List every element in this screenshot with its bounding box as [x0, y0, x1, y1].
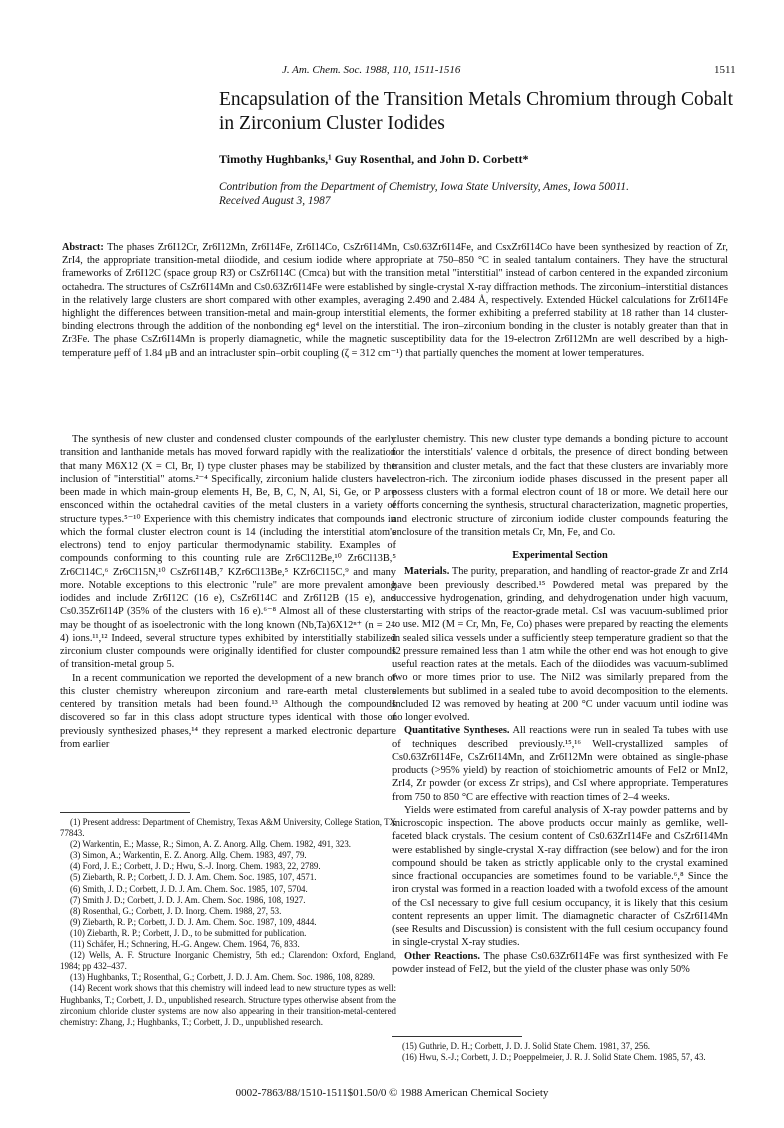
footnote: (10) Ziebarth, R. P.; Corbett, J. D., to be submitted for publication.: [70, 927, 307, 938]
paragraph-text: The phase Cs0.63Zr6I14Fe was first synthesized with Fe powder instead of FeI2, but the yield of the cluster phase was only 50%: [392, 950, 729, 975]
footnote: (1) Present address: Department of Chemistry, Texas A&M University, College Station, TX 77843.: [60, 817, 396, 839]
run-in-heading: Other Reactions.: [404, 950, 480, 962]
footnote: (7) Smith J. D.; Corbett, J. D. J. Am. Chem. Soc. 1986, 108, 1927.: [70, 894, 306, 905]
section-heading: Experimental Section: [512, 550, 608, 561]
page-footer: 0002-7863/88/1510-1511$01.50/0 © 1988 American Chemical Society: [235, 1087, 549, 1099]
run-in-heading: Quantitative Syntheses.: [404, 725, 510, 737]
footnote-rule-right: [392, 1036, 522, 1037]
footnote: (3) Simon, A.; Warkentin, E. Z. Anorg. Allg. Chem. 1983, 497, 79.: [70, 850, 307, 861]
body-paragraph: In a recent communication we reported the development of a new branch of this cluster chemistry whereupon zirconium and rare-earth metal clusters centered by transition metals had been found.¹³ Although the compounds discovered so far in this class adopt structure types identical with those of previously synthesized phases,¹⁴ they represent a marked electronic departure from earlier: [60, 672, 396, 750]
footnote-rule-left: [60, 812, 190, 813]
affiliation-block: [219, 180, 739, 208]
body-paragraph: The synthesis of new cluster and condensed cluster compounds of the early transition and lanthanide metals has moved forward rapidly with the realization that many M6X12 (X = Cl, Br, I) type cluster phases may be stabilized by the inclusion of "interstitial" atoms.²⁻⁴ Specifically, zirconium halide clusters have been made in which main-group elements H, Be, B, C, N, Al, Si, Ge, or P are ensconced within the octahedral cavities of the metal clusters in a variety of structure types.⁵⁻¹⁰ Experience with this chemistry indicates that compounds in which the formal cluster electron count is 14 (including the interstitial atom's electrons) tend to enjoy particular thermodynamic stability. Examples of compounds conforming to this counting rule are Zr6Cl12Be,¹⁰ Zr6Cl13B,⁵ Zr6Cl14C,⁶ Zr6Cl15N,¹⁰ CsZr6I14B,⁷ KZr6Cl13Be,⁵ KZr6Cl15C,⁹ and many more. Notable exceptions to this electronic "rule" are more prevalent among iodides and include Zr6I12C (16 e), CsZr6I14C and Zr6I12B (15 e), and Cs0.35Zr6I14P (35% of the clusters with 16 e).⁶⁻⁸ Almost all of these clusters may be thought of as isoelectronic with the long known (Nb,Ta)6X12ⁿ⁺ (n = 2–4) ions.¹¹,¹² Indeed, several structure types exhibited by interstitially stabilized zirconium cluster compounds were originally identified for cluster compounds of transition-metal group 5.: [60, 434, 396, 671]
footnote: (12) Wells, A. F. Structure Inorganic Chemistry, 5th ed.; Clarendon: Oxford, England, 1984; pp 432–437.: [60, 950, 396, 972]
paragraph-text: All reactions were run in sealed Ta tubes with use of techniques described previously.¹⁵,¹⁶ Well-crystallized samples of Cs0.63Zr6I14Fe, CsZr6I14Mn, and Zr6I12Mn were obtained as single-phase products (>95% yield) by reaction of stoichiometric amounts of FeI2 or MnI2, ZrI4, Zr powder (or excess Zr strips), and CsI where appropriate. Temperatures from 750 to 850 °C are effective with reaction times of 2–4 weeks.: [392, 725, 728, 803]
footnotes-left: [60, 817, 396, 1028]
run-in-heading: Materials.: [404, 566, 450, 578]
footnote: (11) Schäfer, H.; Schnering, H.-G. Angew. Chem. 1964, 76, 833.: [70, 939, 300, 950]
footnote: (5) Ziebarth, R. P.; Corbett, J. D. J. Am. Chem. Soc. 1985, 107, 4571.: [70, 872, 317, 883]
abstract-label: Abstract:: [62, 242, 104, 253]
author-list: Timothy Hughbanks,¹ Guy Rosenthal, and John D. Corbett*: [219, 152, 529, 166]
footnote: (9) Ziebarth, R. P.; Corbett, J. D. J. Am. Chem. Soc. 1987, 109, 4844.: [70, 916, 317, 927]
footnote: (14) Recent work shows that this chemistry will indeed lead to new structure types as well: Hughbanks, T.; Corbett, J. D., unpublished research. Structure types otherwise absent from the zirconium chloride cluster systems are now also appearing in their transition-metal-centered chemistry: Zhang, J.; Hughbanks, T.; Corbett, J. D., unpublished research.: [60, 983, 396, 1027]
footnote: (4) Ford, J. E.; Corbett, J. D.; Hwu, S.-J. Inorg. Chem. 1983, 22, 2789.: [70, 861, 321, 872]
left-column: [60, 433, 396, 751]
syntheses-paragraph: [392, 724, 728, 804]
received-date: Received August 3, 1987: [219, 195, 331, 207]
journal-citation: J. Am. Chem. Soc. 1988, 110, 1511-1516: [282, 64, 461, 76]
footnote: (15) Guthrie, D. H.; Corbett, J. D. J. Solid State Chem. 1981, 37, 256.: [402, 1041, 650, 1051]
body-paragraph: Yields were estimated from careful analysis of X-ray powder patterns and by microscopic inspection. The above products occur mainly as gemlike, well-faceted black crystals. The cesium content of Cs0.63ZrI14Fe and CsZr6I14Mn were established by single-crystal X-ray diffraction (see below) and for the iron compound should be taken as strictly applicable only to the crystal examined since fractional occupancies are sometimes found to be variable.⁶,⁸ Since the iron crystal was formed in a reaction loaded with a twofold excess of the amount of the CsI necessary to give full cesium occupancy, it is likely that this cesium content represents an upper limit. The diamagnetic character of CsZr6I14Mn (see Results and Discussion) is consistent with the full cesium occupancy found in single-crystal X-ray studies.: [392, 804, 728, 949]
footnotes-right: [392, 1041, 728, 1063]
paragraph-text: The purity, preparation, and handling of reactor-grade Zr and ZrI4 have been previously described.¹⁵ Powdered metal was prepared by the successive hydrogenation, grinding, and dehydrogenation under high vacuum, starting with strips of the reactor-grade metal. CsI was vacuum-sublimed prior to use. MI2 (M = Cr, Mn, Fe, Co) phases were prepared by reacting the elements in sealed silica vessels under a sufficiently steep temperature gradient so that the I2 pressure remained less than 1 atm while the other end was hot enough to give useful reaction rates at the metals. Each of the diiodides was vacuum-sublimed two or more times prior to use. The NiI2 was similarly prepared from the elements but sublimed in a sealed tube to avoid decomposition to the elements. Included I2 was removed by heating at 200 °C under vacuum until iodine was no longer evolved.: [392, 566, 728, 723]
other-reactions-paragraph: [392, 950, 728, 977]
article-title: Encapsulation of the Transition Metals Chromium through Cobalt in Zirconium Cluster Iodides: [219, 89, 734, 134]
materials-paragraph: [392, 565, 728, 724]
body-paragraph: cluster chemistry. This new cluster type demands a bonding picture to account for the interstitials' valence d orbitals, the presence of direct bonding between transition and cluster metals, and the fact that these clusters are invariably more electron-rich. The zirconium iodide phases discussed in the present paper all possess clusters with a formal electron count of 18 or more. We detail here our efforts concerning the synthesis, structural characterization, magnetic properties, and electronic structure of zirconium iodide cluster compounds featuring the enclosure of the transition metals Cr, Mn, Fe, and Co.: [392, 434, 728, 538]
page-number: 1511: [714, 64, 736, 76]
footnote: (13) Hughbanks, T.; Rosenthal, G.; Corbett, J. D. J. Am. Chem. Soc. 1986, 108, 8289.: [70, 972, 375, 983]
abstract: [62, 241, 728, 360]
right-column: [392, 433, 728, 976]
footnote: (8) Rosenthal, G.; Corbett, J. D. Inorg. Chem. 1988, 27, 53.: [70, 905, 282, 916]
footnote: (16) Hwu, S.-J.; Corbett, J. D.; Poeppelmeier, J. R. J. Solid State Chem. 1985, 57, 43.: [402, 1052, 706, 1063]
footnote: (2) Warkentin, E.; Masse, R.; Simon, A. Z. Anorg. Allg. Chem. 1982, 491, 323.: [70, 839, 351, 850]
affiliation: Contribution from the Department of Chemistry, Iowa State University, Ames, Iowa 50011.: [219, 181, 629, 193]
abstract-text: The phases Zr6I12Cr, Zr6I12Mn, Zr6I14Fe, Zr6I14Co, CsZr6I14Mn, Cs0.63Zr6I14Fe, and CsxZr6I14Co have been synthesized by reaction of Zr, ZrI4, the appropriate transition-metal diiodide, and cesium iodide where appropriate at 750–850 °C in sealed tantalum containers. They have the structural frameworks of Zr6I12C (space group R3̄) or CsZr6I14C (Cmca) but with the transition metal "interstitial" instead of carbon centered in the expanded zirconium octahedra. The structures of CsZr6I14Mn and Cs0.63Zr6I14Fe were established by single-crystal X-ray diffraction methods. The zirconium–interstitial distances in the relatively large clusters are short compared with other examples, averaging 2.490 and 2.484 Å, respectively. Extended Hückel calculations for Zr6I14Fe highlight the differences between transition-metal and main-group interstitial elements, the former exhibiting a preferred stability at 18 rather than 14 cluster-binding electrons through the addition of the nonbonding eg⁴ level on the interstitial. The iron–zirconium bonding in the cluster is notably greater than that in Zr3Fe. The phase CsZr6I14Mn is properly diamagnetic, while the magnetic susceptibility data for the 19-electron Zr6I12Mn are well described by a high-temperature μeff of 1.84 μB and an intracluster spin–orbit coupling (ζ = 312 cm⁻¹) that partially quenches the moment at lower temperatures.: [62, 242, 728, 359]
footnote: (6) Smith, J. D.; Corbett, J. D. J. Am. Chem. Soc. 1985, 107, 5704.: [70, 883, 308, 894]
